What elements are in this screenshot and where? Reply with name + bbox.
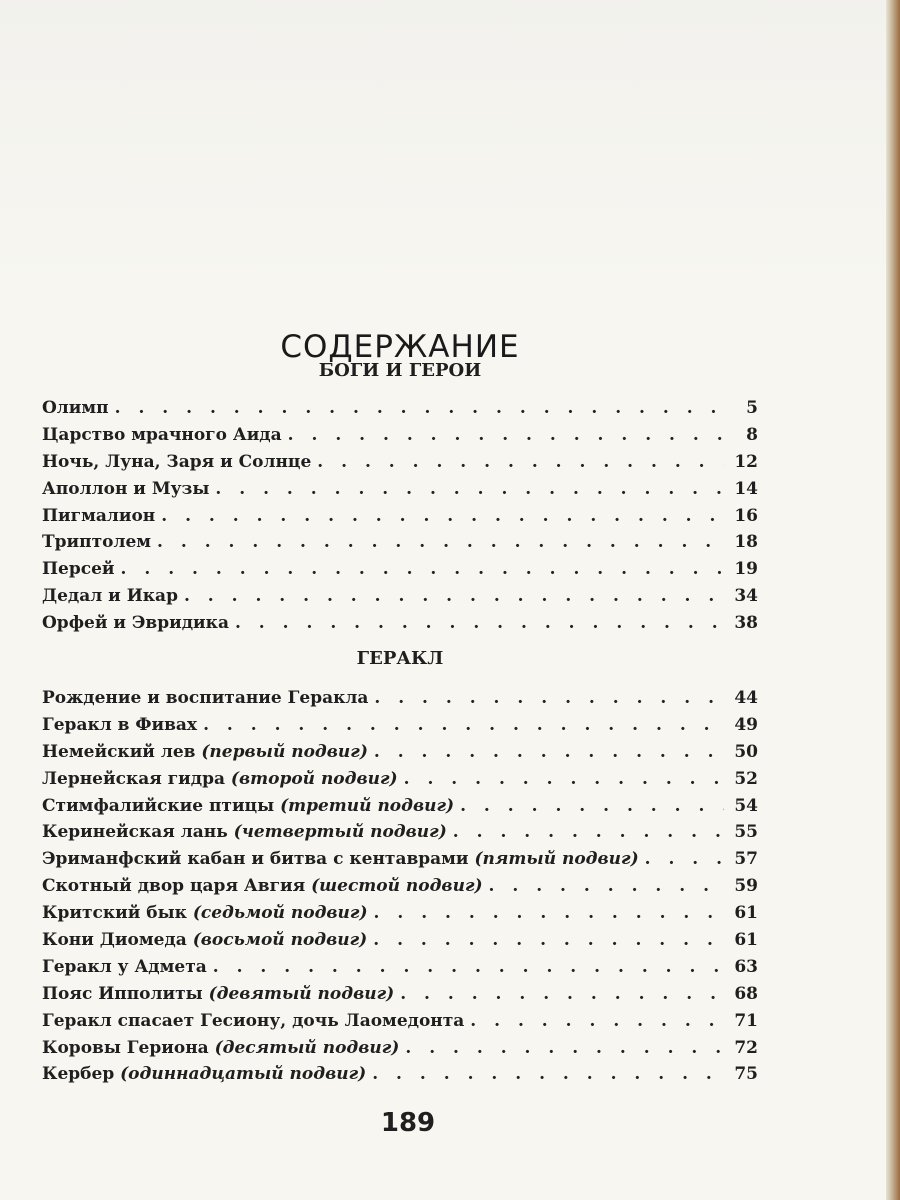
toc-entry-title xyxy=(42,930,367,950)
toc-entry-page: 18 xyxy=(734,532,758,553)
dot-leader xyxy=(317,452,724,472)
toc-entry-page: 34 xyxy=(734,586,758,607)
dot-leader xyxy=(161,506,724,526)
toc-entry-page: 63 xyxy=(734,956,758,977)
dot-leader xyxy=(470,1011,724,1031)
dot-leader xyxy=(453,822,724,842)
toc-entry-subtitle: (восьмой подвиг) xyxy=(192,930,368,951)
toc-entry xyxy=(42,1011,758,1038)
toc-entry-title xyxy=(42,688,368,708)
toc-entry xyxy=(42,715,758,742)
dot-leader xyxy=(374,903,724,923)
dot-leader xyxy=(400,984,724,1004)
toc-entry-title-text: Геракл в Фивах xyxy=(42,714,198,735)
toc-entry xyxy=(42,957,758,984)
toc-entry xyxy=(42,506,758,533)
toc-entry-title-text: Триптолем xyxy=(42,532,152,553)
toc-entry-title-text: Персей xyxy=(42,559,115,580)
toc-list-heracles xyxy=(42,688,758,1091)
toc-entry-subtitle: (третий подвиг) xyxy=(280,795,455,816)
toc-entry-subtitle: (одиннадцатый подвиг) xyxy=(120,1064,367,1085)
toc-entry-page: 16 xyxy=(734,505,758,526)
toc-entry xyxy=(42,688,758,715)
toc-entry-title-text: Рождение и воспитание Геракла xyxy=(42,688,369,708)
toc-entry-title-text: Ночь, Луна, Заря и Солнце xyxy=(42,451,312,472)
toc-entry xyxy=(42,559,758,586)
toc-entry-subtitle: (второй подвиг) xyxy=(230,768,398,789)
toc-entry-page: 8 xyxy=(746,424,758,445)
dot-leader xyxy=(645,849,724,869)
toc-entry-title xyxy=(42,398,109,418)
toc-entry-page: 55 xyxy=(734,822,758,843)
toc-entry-page: 14 xyxy=(734,478,758,499)
toc-entry-title-text: Немейский лев xyxy=(42,741,196,762)
dot-leader xyxy=(157,532,724,552)
toc-entry xyxy=(42,849,758,876)
toc-entry-title-text: Дедал и Икар xyxy=(42,586,178,607)
dot-leader xyxy=(115,398,724,418)
section-heading-gods: БОГИ И ГЕРОИ xyxy=(318,360,482,381)
toc-entry-title xyxy=(42,876,483,896)
toc-entry-title-text: Царство мрачного Аида xyxy=(42,424,282,445)
toc-entry-title-text: Геракл у Адмета xyxy=(42,956,207,977)
toc-entry-title xyxy=(42,1064,366,1084)
toc-entry-title xyxy=(42,532,151,552)
toc-entry-page: 75 xyxy=(734,1064,758,1085)
toc-entry-title xyxy=(42,1011,464,1031)
dot-leader xyxy=(489,876,724,896)
toc-entry xyxy=(42,1064,758,1091)
dot-leader xyxy=(288,425,724,445)
adjacent-page-edge xyxy=(886,0,900,1200)
toc-entry-page: 44 xyxy=(734,688,758,708)
toc-entry-title xyxy=(42,613,229,633)
toc-entry-title xyxy=(42,715,197,735)
toc-entry xyxy=(42,532,758,559)
toc-entry-page: 59 xyxy=(734,876,758,897)
toc-entry-subtitle: (седьмой подвиг) xyxy=(192,903,368,924)
dot-leader xyxy=(374,688,724,708)
toc-entry xyxy=(42,479,758,506)
dot-leader xyxy=(372,1064,724,1084)
toc-entry-title xyxy=(42,586,178,606)
page-title: СОДЕРЖАНИЕ xyxy=(280,328,520,365)
toc-entry-title-text: Керинейская лань xyxy=(42,822,228,843)
toc-entry-title-text: Коровы Гериона xyxy=(42,1037,209,1058)
dot-leader xyxy=(405,1038,724,1058)
toc-entry-page: 61 xyxy=(734,930,758,951)
toc-entry xyxy=(42,425,758,452)
toc-entry-title-text: Стимфалийские птицы xyxy=(42,795,275,816)
toc-entry xyxy=(42,796,758,823)
toc-entry-title-text: Лернейская гидра xyxy=(42,768,225,789)
dot-leader xyxy=(235,613,724,633)
toc-entry-title xyxy=(42,742,368,762)
dot-leader xyxy=(374,742,724,762)
toc-entry-title xyxy=(42,903,368,923)
toc-entry-page: 68 xyxy=(734,983,758,1004)
toc-entry-title-text: Скотный двор царя Авгия xyxy=(42,876,306,897)
toc-entry-page: 52 xyxy=(734,768,758,789)
toc-entry-title xyxy=(42,479,209,499)
toc-entry-page: 5 xyxy=(746,398,758,418)
toc-entry-title-text: Геракл спасает Гесиону, дочь Лаомедонта xyxy=(42,1010,465,1031)
toc-entry xyxy=(42,769,758,796)
toc-entry xyxy=(42,613,758,640)
page-number: 189 xyxy=(380,1108,436,1138)
toc-entry xyxy=(42,586,758,613)
toc-entry-page: 50 xyxy=(734,741,758,762)
dot-leader xyxy=(460,796,724,816)
toc-entry xyxy=(42,822,758,849)
toc-entry-title xyxy=(42,769,398,789)
toc-entry-title xyxy=(42,984,394,1004)
toc-entry-title-text: Критский бык xyxy=(42,903,187,924)
toc-entry-title xyxy=(42,957,207,977)
toc-entry-page: 61 xyxy=(734,903,758,924)
toc-entry-title-text: Орфей и Эвридика xyxy=(42,613,229,634)
toc-entry-subtitle: (девятый подвиг) xyxy=(208,983,395,1004)
toc-entry xyxy=(42,1038,758,1065)
toc-entry-subtitle: (десятый подвиг) xyxy=(214,1037,400,1058)
toc-entry-page: 49 xyxy=(734,714,758,735)
section-heading-heracles: ГЕРАКЛ xyxy=(356,648,444,669)
show-through-area xyxy=(0,0,886,290)
toc-entry xyxy=(42,398,758,425)
toc-list-gods xyxy=(42,398,758,640)
toc-entry-page: 12 xyxy=(734,451,758,472)
toc-entry-title-text: Аполлон и Музы xyxy=(42,478,210,499)
toc-entry-title xyxy=(42,452,311,472)
toc-entry-page: 54 xyxy=(734,795,758,816)
toc-entry-title-text: Эриманфский кабан и битва с кентаврами xyxy=(42,849,469,870)
toc-entry-page: 72 xyxy=(734,1037,758,1058)
toc-entry-title xyxy=(42,425,282,445)
toc-entry-title xyxy=(42,506,155,526)
dot-leader xyxy=(184,586,724,606)
toc-entry-page: 57 xyxy=(734,849,758,870)
dot-leader xyxy=(121,559,724,579)
toc-entry-page: 71 xyxy=(734,1010,758,1031)
dot-leader xyxy=(203,715,724,735)
toc-entry-title-text: Кони Диомеда xyxy=(42,930,187,951)
toc-entry-title xyxy=(42,1038,399,1058)
toc-entry-title-text: Пигмалион xyxy=(42,505,156,526)
toc-entry xyxy=(42,452,758,479)
toc-entry-title xyxy=(42,796,454,816)
toc-entry-subtitle: (четвертый подвиг) xyxy=(233,822,447,843)
toc-entry-title-text: Олимп xyxy=(42,398,109,418)
toc-entry-title xyxy=(42,849,639,869)
toc-entry-title xyxy=(42,822,447,842)
toc-entry xyxy=(42,930,758,957)
toc-entry-page: 19 xyxy=(734,559,758,580)
dot-leader xyxy=(215,479,724,499)
toc-entry-subtitle: (первый подвиг) xyxy=(201,741,368,762)
toc-entry-subtitle: (пятый подвиг) xyxy=(474,849,639,870)
toc-entry-page: 38 xyxy=(734,613,758,634)
toc-entry xyxy=(42,984,758,1011)
toc-entry-title-text: Пояс Ипполиты xyxy=(42,983,203,1004)
dot-leader xyxy=(213,957,724,977)
toc-entry xyxy=(42,876,758,903)
dot-leader xyxy=(404,769,724,789)
toc-entry-subtitle: (шестой подвиг) xyxy=(311,876,483,897)
toc-entry xyxy=(42,903,758,930)
toc-entry-title xyxy=(42,559,115,579)
dot-leader xyxy=(373,930,724,950)
toc-entry xyxy=(42,742,758,769)
toc-entry-title-text: Кербер xyxy=(42,1064,115,1085)
